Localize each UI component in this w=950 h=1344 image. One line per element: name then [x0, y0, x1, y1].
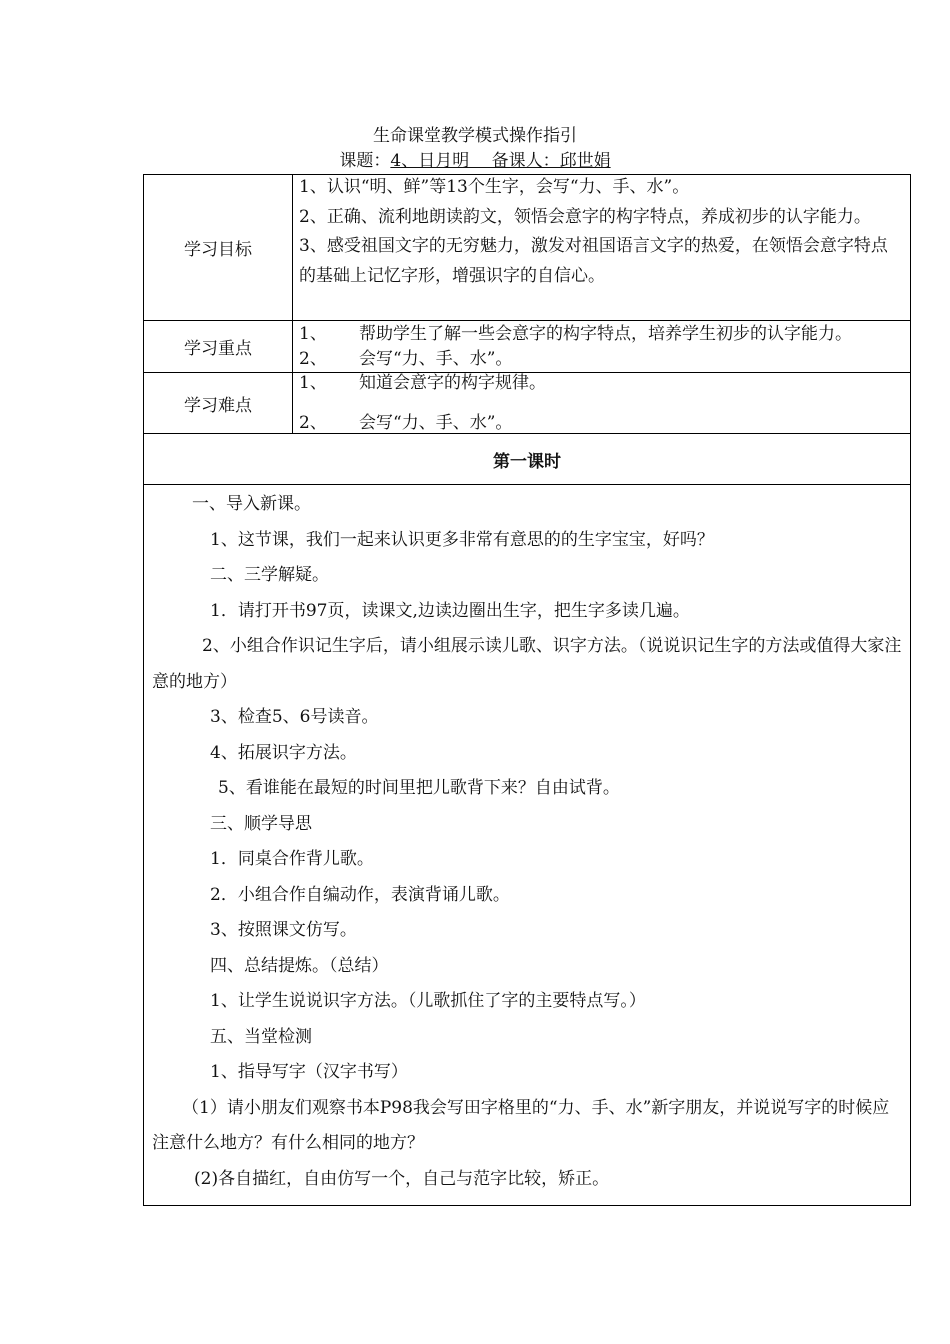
key-point-number: 1、: [299, 324, 327, 344]
lesson-heading: 第一课时: [144, 434, 911, 485]
lesson-paragraph: 2．小组合作自编动作，表演背诵儿歌。: [210, 884, 510, 905]
objectives-label: 学习目标: [144, 175, 293, 321]
difficulty-text: 知道会意字的构字规律。: [359, 373, 546, 393]
lesson-paragraph: 三、顺学导思: [210, 813, 312, 834]
page-title: 生命课堂教学模式操作指引: [373, 126, 577, 146]
key-points-row: [144, 321, 911, 373]
lesson-paragraph: (2)各自描红，自由仿写一个，自己与范字比较，矫正。: [194, 1168, 610, 1189]
lesson-paragraph: 3、检查5、6号读音。: [210, 707, 379, 727]
lesson-paragraph: 1、让学生说说识字方法。（儿歌抓住了字的主要特点写。）: [210, 991, 646, 1011]
lesson-heading-row: [144, 434, 911, 485]
key-point-text: 会写“力、手、水”。: [359, 349, 513, 369]
lesson-paragraph: 一、导入新课。: [192, 494, 311, 514]
lesson-paragraph: 3、按照课文仿写。: [210, 920, 357, 940]
objective-item: 3、感受祖国文字的无穷魅力，激发对祖国语言文字的热爱，在领悟会意字特点的基础上记忆字形，增强识字的自信心。: [299, 236, 888, 286]
difficulties-row: [144, 373, 911, 434]
lesson-paragraph: 1、指导写字（汉字书写）: [210, 1062, 408, 1082]
lesson-paragraph: 4、拓展识字方法。: [210, 742, 357, 763]
objective-item: 2、正确、流利地朗读韵文，领悟会意字的构字特点，养成初步的认字能力。: [299, 206, 871, 227]
key-point-number: 2、: [299, 349, 327, 369]
objectives-content: [293, 175, 911, 321]
difficulties-label: 学习难点: [144, 373, 293, 434]
lesson-paragraph: 5、看谁能在最短的时间里把儿歌背下来？自由试背。: [218, 778, 620, 798]
lesson-body-row: [144, 485, 911, 1206]
key-points-label: 学习重点: [144, 321, 293, 373]
key-point-text: 帮助学生了解一些会意字的构字特点，培养学生初步的认字能力。: [359, 324, 852, 344]
difficulty-number: 2、: [299, 413, 327, 433]
lesson-paragraph: 1．请打开书97页，读课文,边读边圈出生字，把生字多读几遍。: [210, 600, 690, 621]
lesson-paragraph: 2、小组合作识记生字后，请小组展示读儿歌、识字方法。（说说识记生字的方法或值得大家注意的地方）: [152, 636, 902, 692]
lesson-subtitle: [0, 149, 950, 173]
lesson-paragraph: 1．同桌合作背儿歌。: [210, 849, 374, 869]
difficulty-text: 会写“力、手、水”。: [359, 413, 513, 433]
key-points-content: [293, 321, 911, 373]
difficulties-content: [293, 373, 911, 434]
lesson-paragraph: 五、当堂检测: [210, 1026, 312, 1047]
lesson-paragraph: 二、三学解疑。: [210, 565, 329, 585]
lesson-paragraph: 1、这节课，我们一起来认识更多非常有意思的的生字宝宝，好吗？: [210, 529, 714, 550]
subtitle-topic: 4、日月明 备课人：邱世娟: [390, 151, 611, 171]
objectives-row: [144, 175, 911, 321]
lesson-body: [144, 485, 911, 1206]
difficulty-number: 1、: [299, 373, 327, 393]
lesson-paragraph: （1）请小朋友们观察书本P98我会写田字格里的“力、手、水”新字朋友，并说说写字的时候应注意什么地方？有什么相同的地方？: [152, 1097, 890, 1153]
lesson-plan-table: [143, 174, 911, 1206]
objective-item: 1、认识“明、鲜”等13个生字，会写“力、手、水”。: [299, 177, 690, 197]
lesson-paragraph: 四、总结提炼。（总结）: [210, 955, 389, 976]
subtitle-prefix: 课题：: [339, 151, 391, 171]
